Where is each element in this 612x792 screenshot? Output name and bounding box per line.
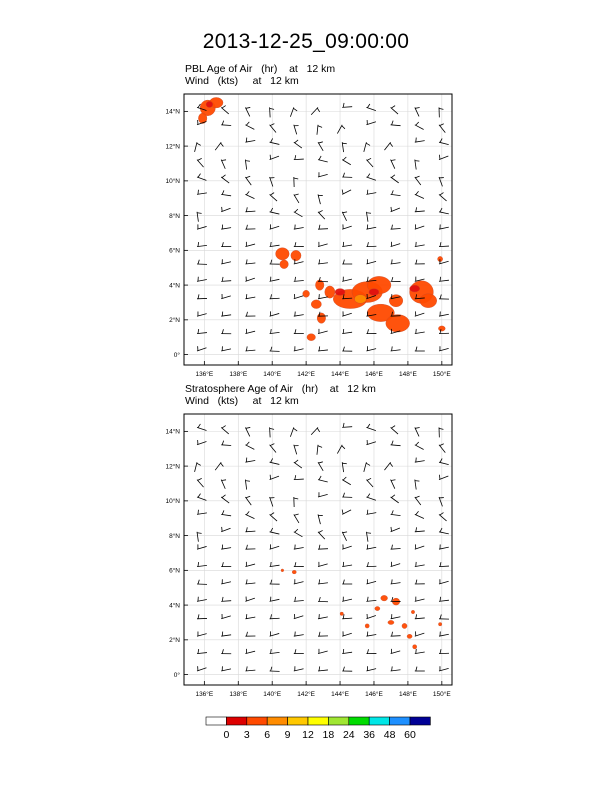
field-patch xyxy=(407,634,412,638)
wind-barb-flag xyxy=(415,481,419,482)
panel1-background xyxy=(184,94,452,365)
panel2-wind-subtitle: Wind (kts) at 12 km xyxy=(185,395,299,407)
field-patch xyxy=(317,313,325,323)
wind-barb-flag xyxy=(392,259,393,263)
colorbar-swatch xyxy=(267,717,287,725)
wind-barb-flag xyxy=(197,213,201,214)
lat-tick-label: 12°N xyxy=(165,143,180,151)
colorbar-label: 0 xyxy=(223,729,230,741)
wind-barb-shaft xyxy=(270,107,271,117)
wind-barb-shaft xyxy=(439,566,449,567)
field-patch xyxy=(413,645,417,649)
field-patch xyxy=(410,285,420,292)
lat-tick-label: 14°N xyxy=(165,108,180,116)
colorbar-swatch xyxy=(410,717,430,725)
colorbar-swatch xyxy=(247,717,267,725)
colorbar-swatch xyxy=(369,717,389,725)
field-patch xyxy=(276,248,290,260)
field-patch xyxy=(335,289,345,296)
lon-tick-label: 144°E xyxy=(331,691,349,698)
lon-tick-label: 138°E xyxy=(229,371,248,378)
wind-barb-shaft xyxy=(391,636,401,637)
field-patch xyxy=(389,295,403,307)
plot-title: 2013-12-25_09:00:00 xyxy=(202,30,410,53)
lat-tick-label: 4°N xyxy=(169,602,180,610)
lon-tick-label: 136°E xyxy=(195,691,214,698)
field-patch xyxy=(369,289,379,296)
colorbar-swatch xyxy=(308,717,328,725)
wind-barb-flag xyxy=(343,329,344,333)
field-patch xyxy=(438,326,445,331)
colorbar xyxy=(206,717,430,741)
lat-tick-label: 12°N xyxy=(165,463,180,471)
wind-barb-flag xyxy=(271,242,272,246)
wind-barb-flag xyxy=(342,463,346,464)
wind-barb-flag xyxy=(222,312,223,316)
wind-barb-shaft xyxy=(318,229,328,230)
wind-barb-flag xyxy=(197,533,201,534)
colorbar-label: 60 xyxy=(404,729,416,741)
lat-tick-label: 4°N xyxy=(169,282,180,290)
colorbar-swatch xyxy=(328,717,348,725)
lon-tick-label: 148°E xyxy=(399,691,417,698)
field-patch xyxy=(206,101,213,107)
field-patch xyxy=(291,250,301,260)
lon-tick-label: 148°E xyxy=(399,371,417,378)
lon-tick-label: 146°E xyxy=(365,371,383,378)
wind-barb-shaft xyxy=(270,618,280,619)
lat-tick-label: 0° xyxy=(173,351,180,359)
wind-barb-flag xyxy=(271,562,272,566)
panel1-map xyxy=(165,94,452,378)
lon-tick-label: 142°E xyxy=(297,371,316,378)
panel2-map xyxy=(165,414,452,698)
wind-barb-flag xyxy=(392,579,393,583)
lat-tick-label: 10°N xyxy=(165,498,180,506)
colorbar-label: 48 xyxy=(383,729,396,741)
wind-barb-shaft xyxy=(270,427,271,437)
lat-tick-label: 2°N xyxy=(169,317,180,325)
lat-tick-label: 8°N xyxy=(169,212,180,220)
lat-tick-label: 6°N xyxy=(169,567,180,575)
lat-tick-label: 8°N xyxy=(169,532,180,540)
field-patch xyxy=(340,612,343,615)
panel2-background xyxy=(184,414,452,685)
field-patch xyxy=(402,623,407,628)
lat-tick-label: 2°N xyxy=(169,637,180,645)
colorbar-label: 3 xyxy=(243,729,250,741)
wind-barb-flag xyxy=(342,143,346,144)
lon-tick-label: 150°E xyxy=(432,691,451,698)
field-patch xyxy=(280,260,288,269)
lon-tick-label: 142°E xyxy=(297,691,316,698)
field-patch xyxy=(303,290,310,297)
colorbar-label: 12 xyxy=(302,729,314,741)
colorbar-label: 36 xyxy=(363,729,376,741)
colorbar-swatch xyxy=(226,717,246,725)
field-patch xyxy=(388,620,394,624)
lon-tick-label: 144°E xyxy=(331,371,349,378)
colorbar-label: 6 xyxy=(264,729,271,741)
lon-tick-label: 136°E xyxy=(195,371,214,378)
wind-barb-shaft xyxy=(439,246,449,247)
wind-barb-flag xyxy=(222,632,223,636)
wind-barb-shaft xyxy=(294,479,304,480)
lon-tick-label: 140°E xyxy=(263,691,282,698)
field-patch xyxy=(411,610,414,613)
wind-barb-flag xyxy=(391,207,392,211)
wind-barb-flag xyxy=(391,527,392,531)
panel1-wind-subtitle: Wind (kts) at 12 km xyxy=(185,75,299,87)
panel2-title: Stratosphere Age of Air (hr) at 12 km xyxy=(185,383,376,395)
wind-barb-flag xyxy=(415,161,419,162)
field-patch xyxy=(311,300,321,309)
lon-tick-label: 146°E xyxy=(365,691,383,698)
colorbar-swatch xyxy=(390,717,410,725)
lat-tick-label: 10°N xyxy=(165,178,180,186)
field-patch xyxy=(281,569,284,572)
colorbar-label: 9 xyxy=(284,729,291,741)
colorbar-swatch xyxy=(288,717,308,725)
wind-barb-flag xyxy=(343,649,344,653)
field-patch xyxy=(438,622,441,625)
field-patch xyxy=(292,570,296,573)
wind-barb-shaft xyxy=(318,549,328,550)
field-patch xyxy=(386,315,410,332)
field-patch xyxy=(365,624,369,628)
wind-barb-shaft xyxy=(270,298,280,299)
lat-tick-label: 14°N xyxy=(165,428,180,436)
panel1-title: PBL Age of Air (hr) at 12 km xyxy=(185,63,336,75)
colorbar-label: 24 xyxy=(342,729,355,741)
colorbar-swatch xyxy=(206,717,226,725)
lon-tick-label: 150°E xyxy=(432,371,451,378)
lat-tick-label: 6°N xyxy=(169,247,180,255)
field-patch xyxy=(420,294,437,308)
field-patch xyxy=(375,606,380,610)
field-patch xyxy=(325,286,335,298)
lat-tick-label: 0° xyxy=(173,671,180,679)
field-patch xyxy=(354,295,366,304)
field-patch xyxy=(307,334,315,341)
wind-barb-shaft xyxy=(391,316,401,317)
lon-tick-label: 138°E xyxy=(229,691,248,698)
colorbar-swatch xyxy=(349,717,369,725)
wind-barb-shaft xyxy=(294,159,304,160)
colorbar-label: 18 xyxy=(322,729,335,741)
field-patch xyxy=(381,595,388,601)
lon-tick-label: 140°E xyxy=(263,371,282,378)
